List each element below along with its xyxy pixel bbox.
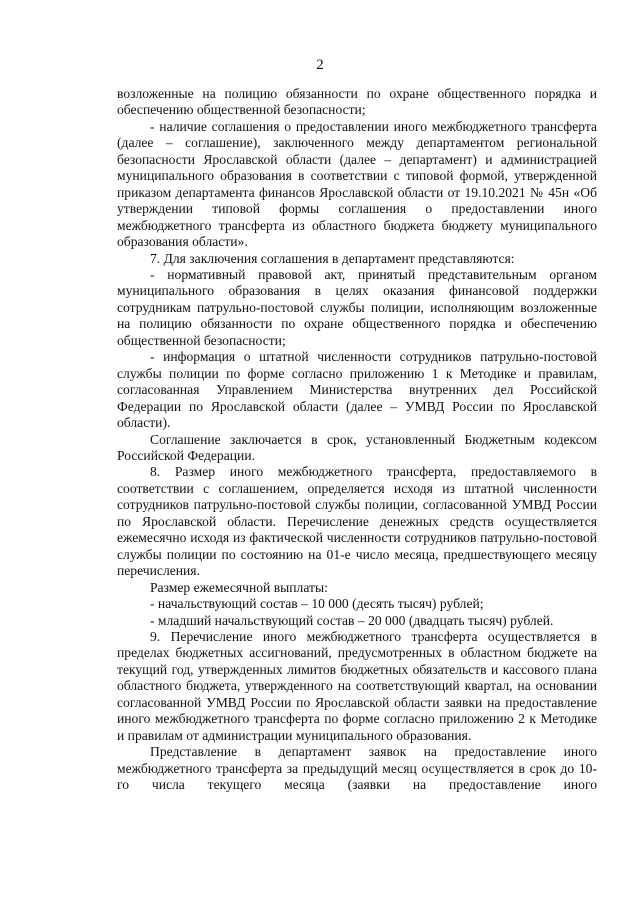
document-body — [117, 86, 597, 793]
paragraph-staff-info: - информация о штатной численности сотрудников патрульно-постовой службы полиции по форме согласно приложению 1 к Методике и правилам, согласованная Управлением Министерства внутренних дел Российской Федерации по Ярославской области (далее – УМВД России по Ярославской области). — [117, 349, 597, 431]
paragraph-legal-act: - нормативный правовой акт, принятый представительным органом муниципального образования в целях оказания финансовой поддержки сотрудникам патрульно-постовой службы полиции, исполняющим возложенные на полицию обязанности по охране общественного порядка и обеспечению общественной безопасности; — [117, 266, 597, 348]
paragraph-junior-staff-payment: - младший начальствующий состав – 20 000 (двадцать тысяч) рублей. — [150, 612, 554, 628]
paragraph-agreement-condition: - наличие соглашения о предоставлении иного межбюджетного трансферта (далее – соглашение), заключенного между департаментом региональной безопасности Ярославской области (далее – департамент) и администрацией муниципального образования в соответствии с типовой формой, утвержденной приказом департамента финансов Ярославской области от 19.10.2021 № 45н «Об утверждении типовой формы соглашения о предоставлении иного межбюджетного трансферта из областного бюджета бюджету муниципального образования области». — [117, 118, 597, 250]
paragraph-item-8: 8. Размер иного межбюджетного трансферта, предоставляемого в соответствии с соглашением, определяется исходя из штатной численности сотрудников патрульно-постовой службы полиции, согласованной УМВД России по Ярославской области. Перечисление денежных средств осуществляется ежемесячно исходя из фактической численности сотрудников патрульно-постовой службы полиции по состоянию на 01-е число месяца, предшествующего месяцу перечисления. — [117, 464, 597, 579]
page-number: 2 — [316, 57, 324, 73]
paragraph-applications-submission: Представление в департамент заявок на предоставление иного межбюджетного трансферта за предыдущий месяц осуществляется в срок до 10-го числа текущего месяца (заявки на предоставление иного — [117, 744, 597, 793]
paragraph-payment-size-heading: Размер ежемесячной выплаты: — [150, 579, 328, 595]
paragraph-item-7: 7. Для заключения соглашения в департамент представляются: — [150, 250, 515, 266]
paragraph-duties-continuation: возложенные на полицию обязанности по охране общественного порядка и обеспечению общественной безопасности; — [117, 86, 597, 118]
paragraph-agreement-deadline: Соглашение заключается в срок, установленный Бюджетным кодексом Российской Федерации. — [117, 431, 597, 463]
paragraph-senior-staff-payment: - начальствующий состав – 10 000 (десять тысяч) рублей; — [150, 596, 484, 612]
paragraph-item-9: 9. Перечисление иного межбюджетного трансферта осуществляется в пределах бюджетных ассигнований, предусмотренных в областном бюджете на текущий год, утвержденных лимитов бюджетных обязательств и кассового плана областного бюджета, утвержденного на соответствующий квартал, на основании согласованной УМВД России по Ярославской области заявки на предоставление иного межбюджетного трансферта по форме согласно приложению 2 к Методике и правилам от администрации муниципального образования. — [117, 628, 597, 743]
